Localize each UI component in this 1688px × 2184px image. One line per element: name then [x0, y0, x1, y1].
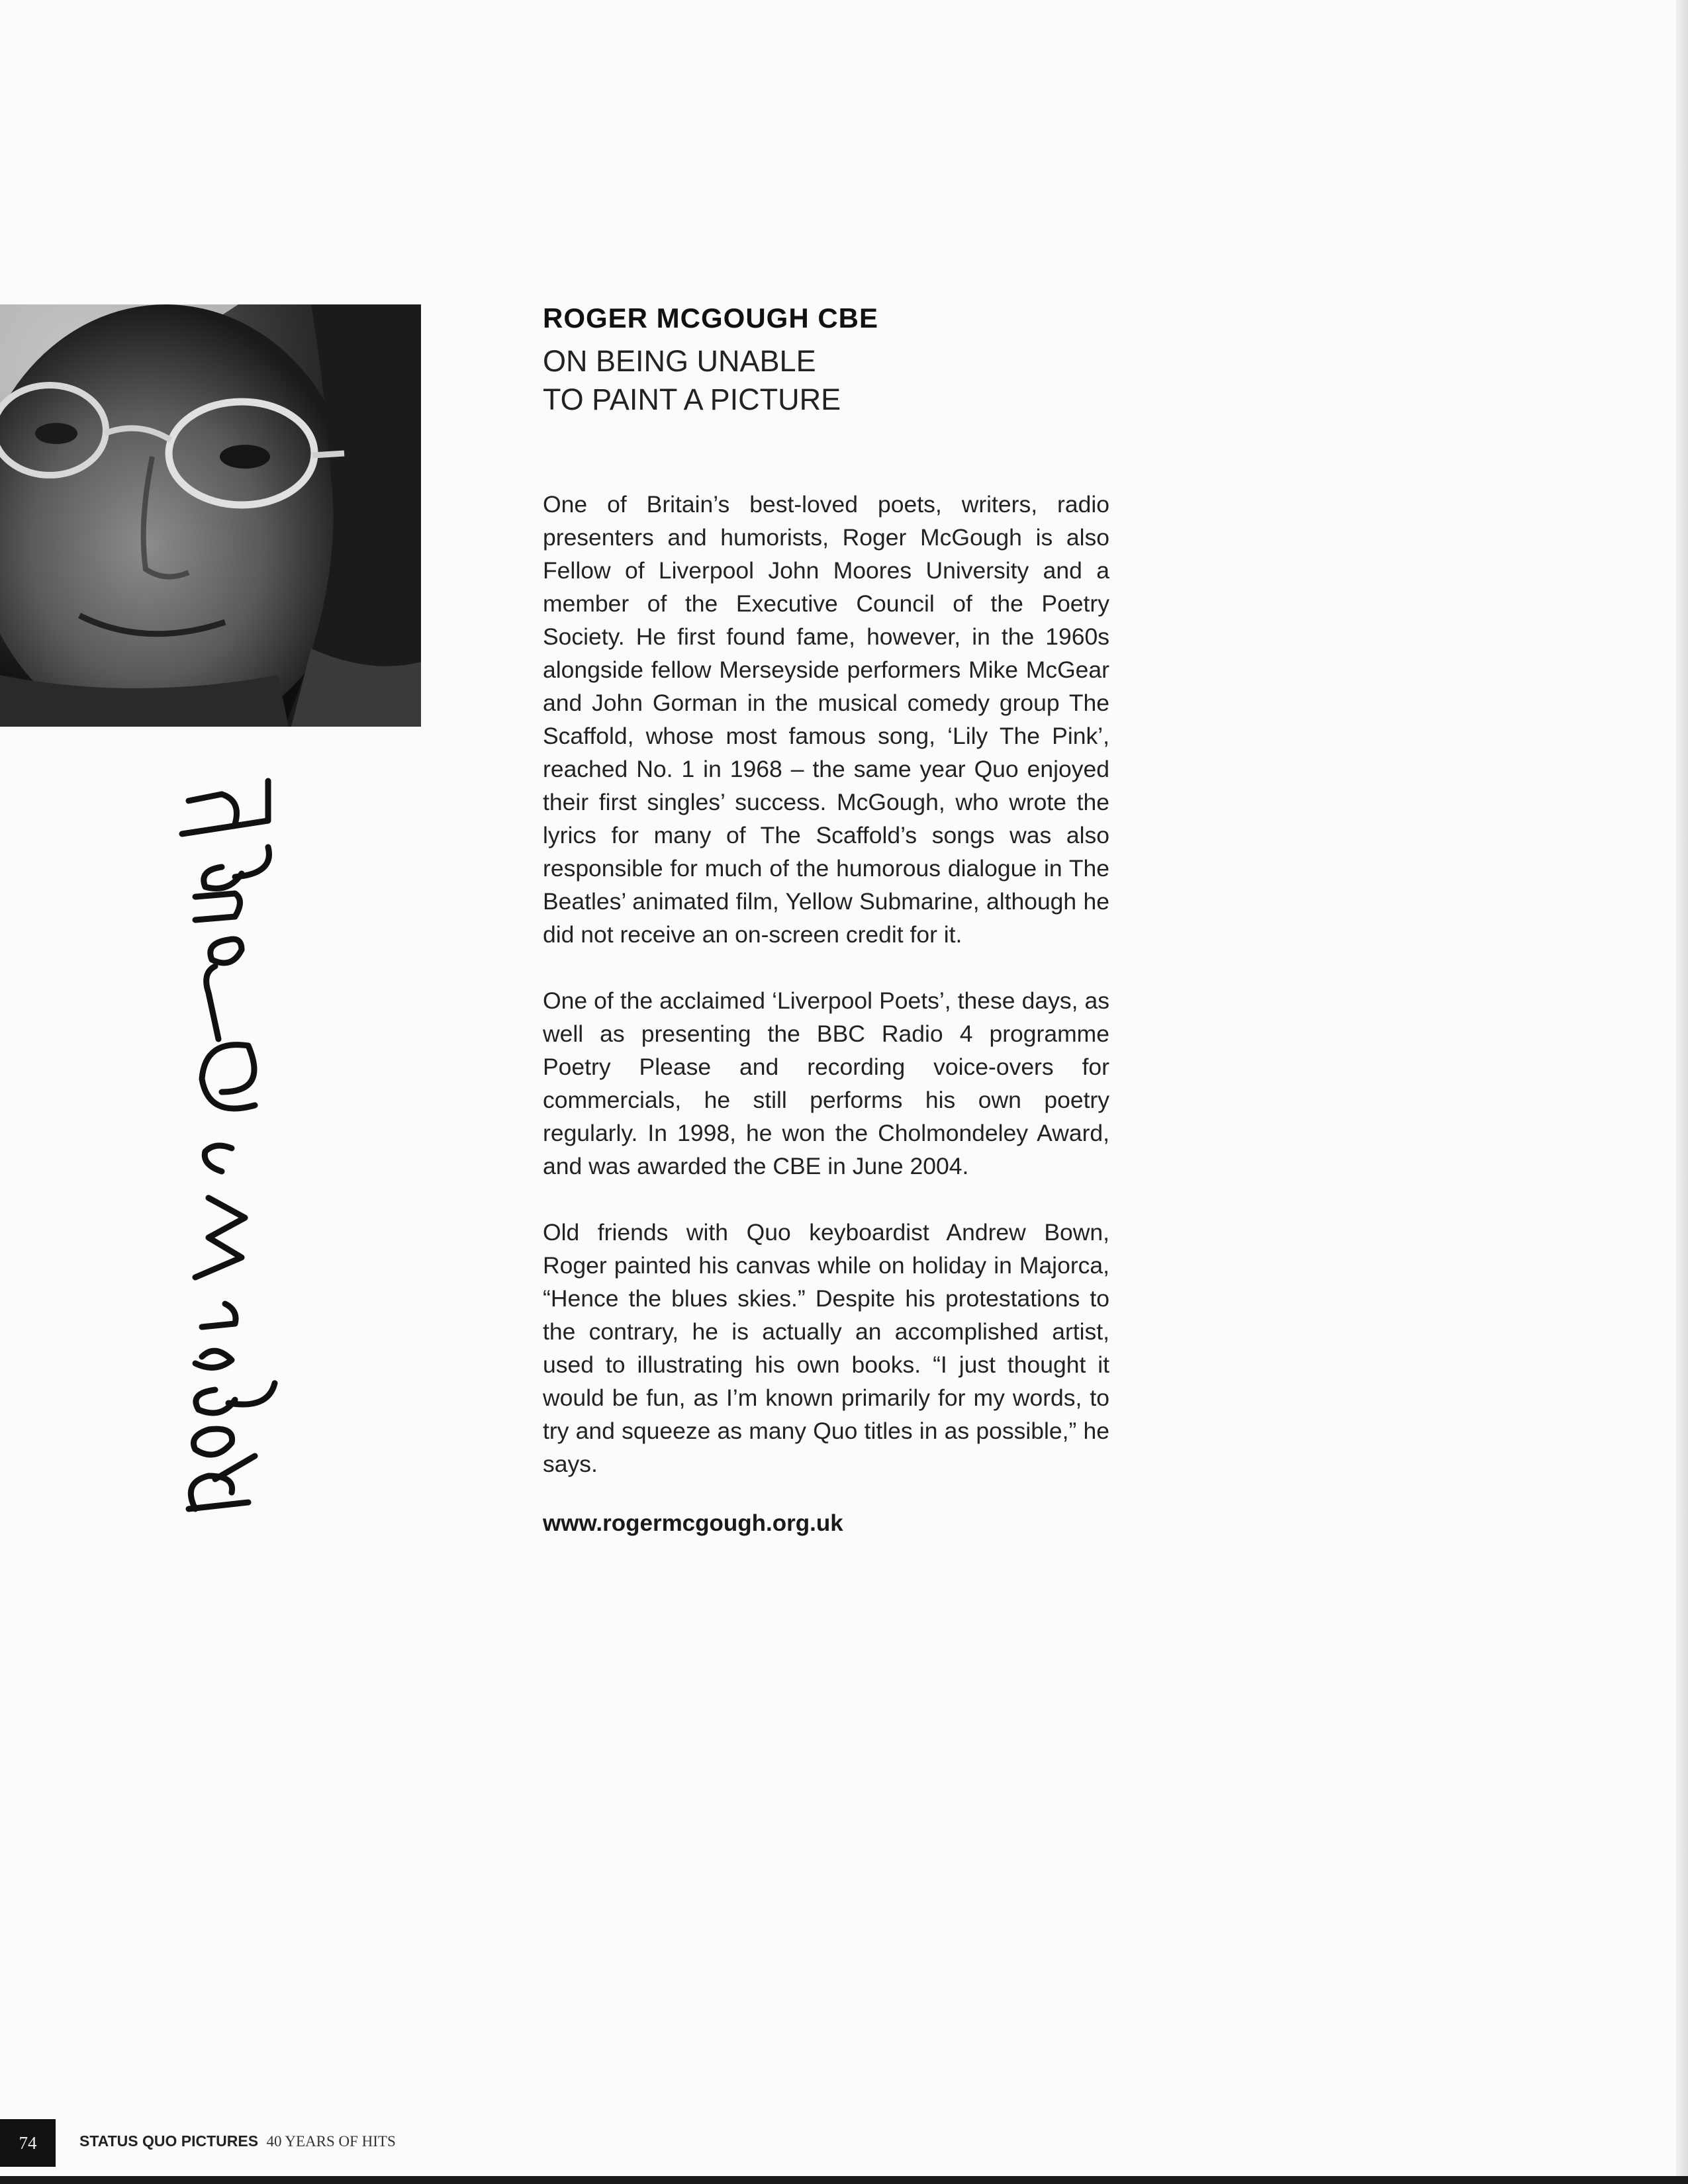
article-title: [543, 342, 1109, 419]
article-title-line-2: TO PAINT A PICTURE: [543, 383, 841, 416]
page-edge-shadow: [1676, 0, 1688, 2184]
running-footer: [79, 2132, 396, 2150]
article-paragraph-3: Old friends with Quo keyboardist Andrew Bown, Roger painted his canvas while on holiday in Majorca, “Hence the blues skies.” Despite his protestations to the contrary, he is actually an accomplished artist, used to illustrating his own books. “I just thought it would be fun, as I’m known primarily for my words, to try and squeeze as many Quo titles in as possible,” he says.: [543, 1219, 1109, 1477]
bottom-strip: [0, 2176, 1688, 2184]
page-number: 74: [19, 2132, 37, 2153]
signature: [169, 774, 281, 1529]
footer-book-title: STATUS QUO PICTURES: [79, 2132, 259, 2150]
portrait-photo: [0, 304, 421, 727]
article-paragraph-1: One of Britain’s best-loved poets, writers, radio presenters and humorists, Roger McGough is also Fellow of Liverpool John Moores University and a member of the Executive Council of the Poetry Society. He first found fame, however, in the 1960s alongside fellow Merseyside performers Mike McGear and John Gorman in the musical comedy group The Scaffold, whose most famous song, ‘Lily The Pink’, reached No. 1 in 1968 – the same year Quo enjoyed their first singles’ success. McGough, who wrote the lyrics for many of The Scaffold’s songs was also responsible for much of the humorous dialogue in The Beatles’ animated film, Yellow Submarine, although he did not receive an on-screen credit for it.: [543, 491, 1109, 948]
article: [543, 295, 1109, 1540]
page-number-box: [0, 2119, 56, 2167]
article-paragraph-2: One of the acclaimed ‘Liverpool Poets’, these days, as well as presenting the BBC Radio 4 programme Poetry Please and recording voice-overs for commercials, he still performs his own poetry regularly. In 1998, he won the Cholmondeley Award, and was awarded the CBE in June 2004.: [543, 987, 1109, 1179]
article-title-line-1: ON BEING UNABLE: [543, 344, 816, 378]
website-link[interactable]: www.rogermcgough.org.uk: [543, 1510, 843, 1536]
footer-book-subtitle: 40 YEARS OF HITS: [266, 2133, 396, 2150]
signature-image: [169, 774, 281, 1529]
article-author-name: ROGER MCGOUGH CBE: [543, 302, 879, 334]
portrait-illustration: [0, 304, 421, 727]
